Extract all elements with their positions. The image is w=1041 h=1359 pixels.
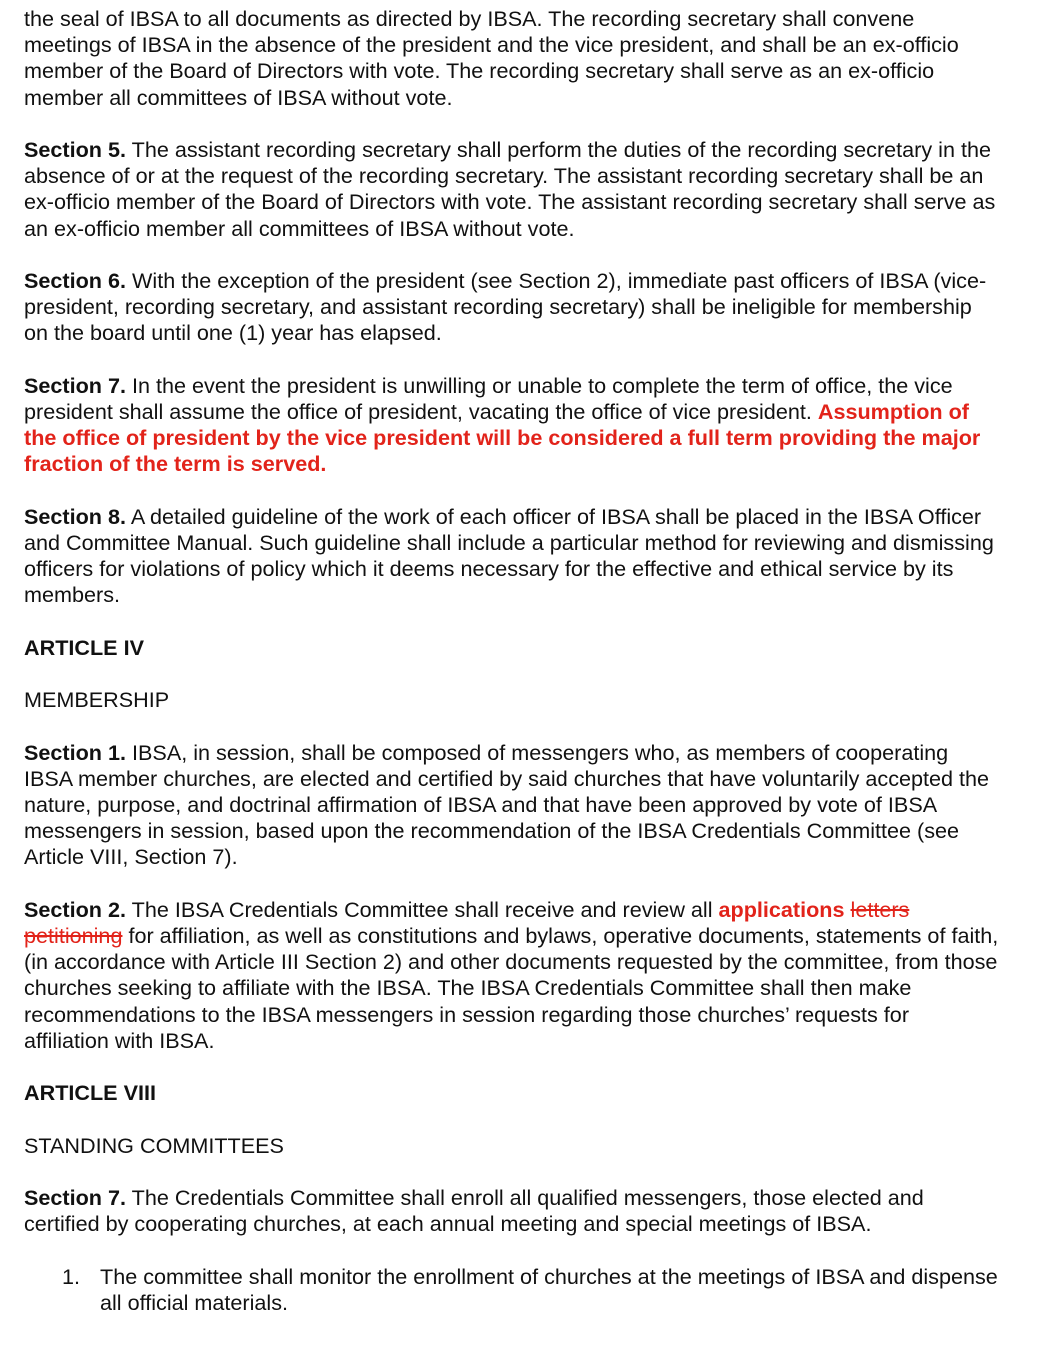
list-item-text: The committee shall monitor the enrollment of churches at the meetings of IBSA and dispense all official materials.	[100, 1263, 998, 1315]
article-8-heading	[24, 1080, 999, 1106]
article-4-subtitle: MEMBERSHIP	[24, 687, 170, 713]
article-8-subtitle: STANDING COMMITTEES	[24, 1132, 284, 1158]
document-page	[24, 6, 999, 1316]
section-8	[24, 504, 999, 609]
section-6	[24, 268, 999, 347]
article-4-heading	[24, 635, 999, 661]
list-item	[24, 1264, 999, 1316]
list-item-number: 1.	[62, 1263, 81, 1289]
paragraph-seal	[24, 6, 999, 111]
section-8-text: A detailed guideline of the work of each officer of IBSA shall be placed in the IBSA Officer and Committee Manual. Such guideline shall include a particular method for reviewing and dismissing officers for violations of policy which it deems necessary for the effective and ethical service by its members.	[24, 503, 994, 608]
article-8-section-7	[24, 1185, 999, 1237]
section-5	[24, 137, 999, 242]
article-4-section-2-added-text: applications	[718, 896, 845, 922]
article-4-section-2-deleted-text: letters petitioning	[24, 896, 910, 948]
section-7-text: In the event the president is unwilling or unable to complete the term of office, the vice president shall assume the office of president, vacating the office of vice president.	[24, 372, 953, 424]
section-8-heading: Section 8.	[24, 503, 127, 529]
article-4-subheading	[24, 687, 999, 713]
article-8-section-7-text: The Credentials Committee shall enroll all qualified messengers, those elected and certified by cooperating churches, at each annual meeting and special meetings of IBSA.	[24, 1184, 924, 1237]
article-4-section-2-text-after: for affiliation, as well as constitutions and bylaws, operative documents, statements of faith, (in accordance with Article III Section 2) and other documents requested by the committee, from those churches seeking to affiliate with the IBSA. The IBSA Credentials Committee shall then make recommendations to the IBSA messengers in session regarding those churches’ requests for affiliation with IBSA.	[24, 922, 999, 1053]
article-4-section-2-text-before: The IBSA Credentials Committee shall receive and review all	[126, 896, 719, 922]
article-4-section-2	[24, 897, 999, 1054]
article-4-title: ARTICLE IV	[24, 634, 144, 660]
section-5-text: The assistant recording secretary shall perform the duties of the recording secretary in the absence of or at the request of the recording secretary. The assistant recording secretary shall be an ex-officio member of the Board of Directors with vote. The assistant recording secretary shall serve as an ex-officio member all committees of IBSA without vote.	[24, 137, 996, 241]
section-5-heading: Section 5.	[24, 137, 127, 162]
section-6-heading: Section 6.	[24, 268, 127, 293]
article-4-section-2-heading: Section 2.	[24, 896, 127, 922]
section-7-added-text: Assumption of the office of president by the vice president will be considered a full term providing the major fraction of the term is served.	[24, 399, 981, 477]
article-8-title: ARTICLE VIII	[24, 1080, 156, 1106]
article-8-section-7-heading: Section 7.	[24, 1184, 127, 1210]
section-7-heading: Section 7.	[24, 372, 127, 398]
section-6-text: With the exception of the president (see Section 2), immediate past officers of IBSA (vice-president, recording secretary, and assistant recording secretary) shall be ineligible for membership on the board until one (1) year has elapsed.	[24, 268, 987, 346]
paragraph-seal-text: the seal of IBSA to all documents as directed by IBSA. The recording secretary shall convene meetings of IBSA in the absence of the president and the vice president, and shall be an ex-officio member of the Board of Directors with vote. The recording secretary shall serve as an ex-officio member all committees of IBSA without vote.	[24, 6, 959, 110]
article-4-section-1	[24, 740, 999, 871]
article-4-section-1-text: IBSA, in session, shall be composed of messengers who, as members of cooperating IBSA member churches, are elected and certified by said churches that have voluntarily accepted the nature, purpose, and doctrinal affirmation of IBSA and that have been approved by vote of IBSA messengers in session, based upon the recommendation of the IBSA Credentials Committee (see Article VIII, Section 7).	[24, 739, 990, 870]
numbered-list	[24, 1264, 999, 1316]
section-7	[24, 373, 999, 478]
article-4-section-1-heading: Section 1.	[24, 739, 127, 765]
article-8-subheading	[24, 1133, 999, 1159]
